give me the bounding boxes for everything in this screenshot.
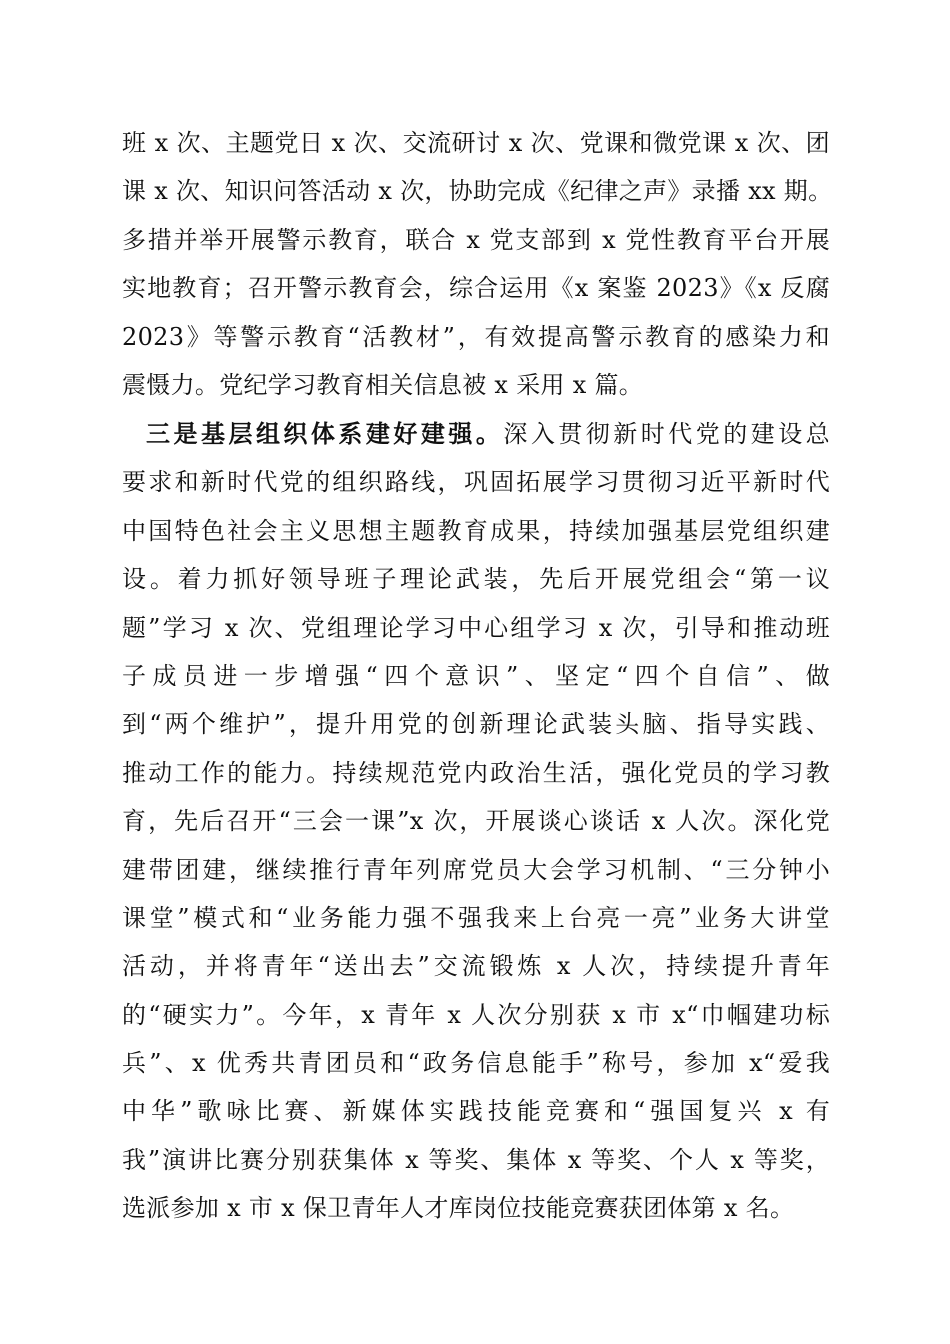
text-line: 设。着力抓好领导班子理论武装，先后开展党组会“第一议 [122,565,830,594]
text-line [122,410,830,458]
text-line: 多措并举开展警示教育，联合 x 党支部到 x 党性教育平台开展 [122,225,830,254]
text-line: 到“两个维护”，提升用党的创新理论武装头脑、指导实践、 [122,710,830,739]
text-line: 我”演讲比赛分别获集体 x 等奖、集体 x 等奖、个人 x 等奖， [122,1145,830,1174]
section-heading: 三是基层组织体系建好建强。 [146,419,504,448]
text-line: 子成员进一步增强“四个意识”、坚定“四个自信”、做 [122,661,830,690]
text-line: 中华”歌咏比赛、新媒体实践技能竞赛和“强国复兴 x 有 [122,1097,830,1126]
text-line: 课 x 次、知识问答活动 x 次，协助完成《纪律之声》录播 xx 期。 [122,177,833,206]
text-line: 活动，并将青年“送出去”交流锻炼 x 人次，持续提升青年 [122,952,830,981]
text-line: 建带团建，继续推行青年列席党员大会学习机制、“三分钟小 [122,855,830,884]
text-line: 2023》等警示教育“活教材”，有效提高警示教育的感染力和 [122,322,830,351]
paragraph-1 [122,119,833,409]
text-line: 要求和新时代党的组织路线，巩固拓展学习贯彻习近平新时代 [122,468,830,497]
text-line: 课堂”模式和“业务能力强不强我来上台亮一亮”业务大讲堂 [122,903,830,932]
text-line: 实地教育；召开警示教育会，综合运用《x 案鉴 2023》《x 反腐 [122,274,830,303]
text-line: 班 x 次、主题党日 x 次、交流研讨 x 次、党课和微党课 x 次、团 [122,129,830,157]
text-line: 推动工作的能力。持续规范党内政治生活，强化党员的学习教 [122,758,830,787]
text-line: 中国特色社会主义思想主题教育成果，持续加强基层党组织建 [122,516,830,545]
text-line: 的“硬实力”。今年，x 青年 x 人次分别获 x 市 x“巾帼建功标 [122,1000,830,1029]
paragraph-2 [122,410,830,1233]
text-line: 兵”、x 优秀共青团员和“政务信息能手”称号，参加 x“爱我 [122,1049,830,1078]
text-line: 题”学习 x 次、党组理论学习中心组学习 x 次，引导和推动班 [122,613,830,642]
text-run: 深入贯彻新时代党的建设总 [503,420,830,448]
text-line: 育，先后召开“三会一课”x 次，开展谈心谈话 x 人次。深化党 [122,807,830,836]
text-line: 震慑力。党纪学习教育相关信息被 x 采用 x 篇。 [122,370,644,399]
text-line: 选派参加 x 市 x 保卫青年人才库岗位技能竞赛获团体第 x 名。 [122,1194,795,1223]
